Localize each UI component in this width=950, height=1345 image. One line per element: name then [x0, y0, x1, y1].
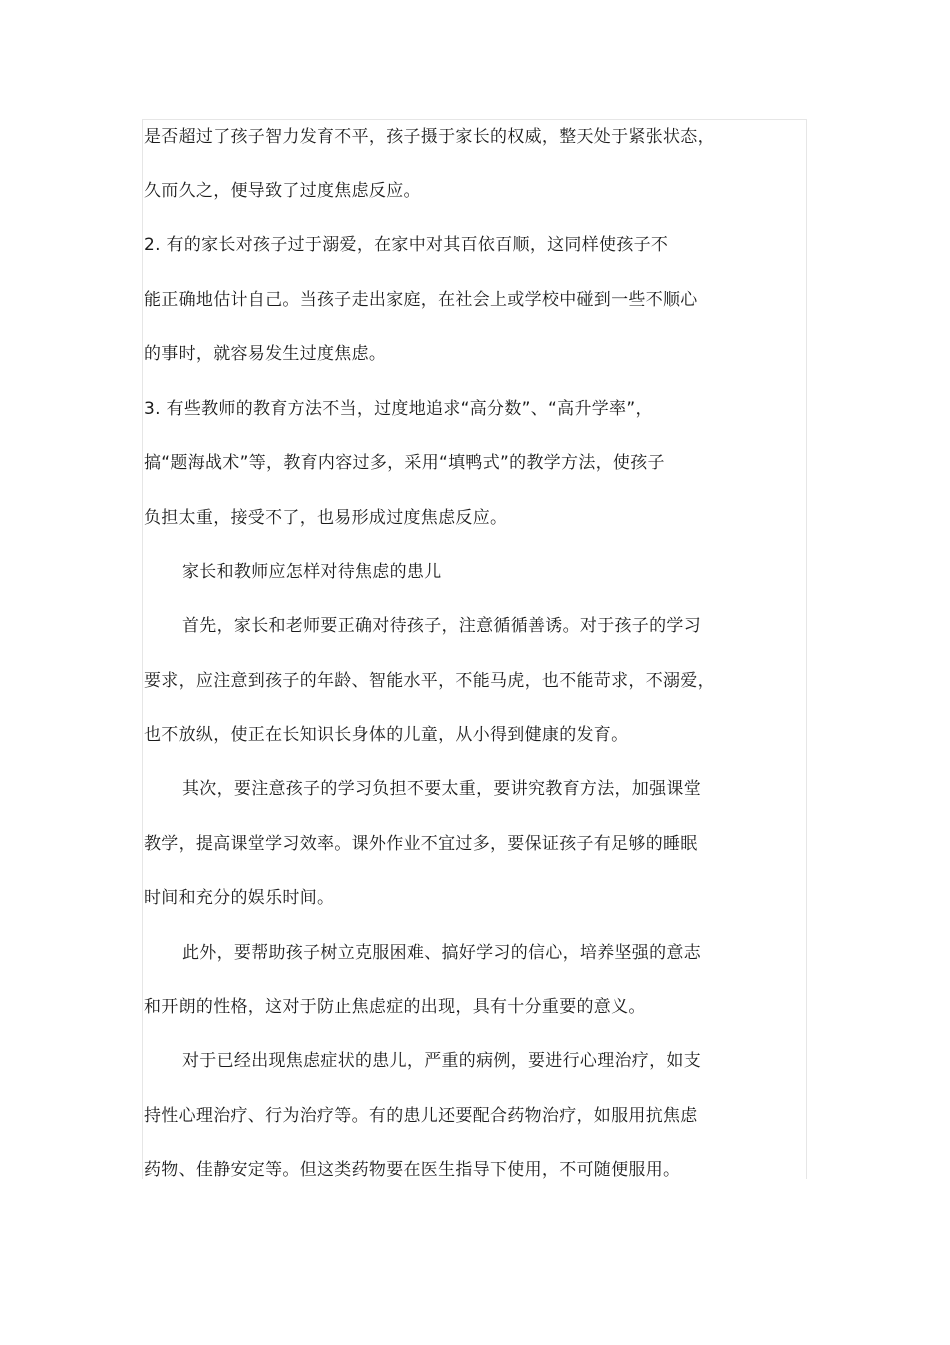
list-item-3: 3. 有些教师的教育方法不当，过度地追求“高分数”、“高升学率”， — [144, 399, 653, 419]
text-line: 的事时，就容易发生过度焦虑。 — [144, 344, 387, 364]
text-line: 负担太重，接受不了，也易形成过度焦虑反应。 — [144, 508, 508, 528]
text-line: 教学，提高课堂学习效率。课外作业不宜过多，要保证孩子有足够的睡眠 — [144, 834, 698, 854]
paragraph-start: 对于已经出现焦虑症状的患儿，严重的病例，要进行心理治疗，如支 — [182, 1051, 701, 1071]
section-heading: 家长和教师应怎样对待焦虑的患儿 — [182, 562, 442, 582]
paragraph-start: 首先，家长和老师要正确对待孩子，注意循循善诱。对于孩子的学习 — [182, 616, 701, 636]
text-line: 要求，应注意到孩子的年龄、智能水平，不能马虎，也不能苛求，不溺爱， — [144, 671, 715, 691]
text-line: 久而久之，便导致了过度焦虑反应。 — [144, 181, 421, 201]
paragraph-start: 其次，要注意孩子的学习负担不要太重，要讲究教育方法，加强课堂 — [182, 779, 701, 799]
text-line: 能正确地估计自己。当孩子走出家庭，在社会上或学校中碰到一些不顺心 — [144, 290, 698, 310]
text-line: 搞“题海战术”等，教育内容过多，采用“填鸭式”的教学方法，使孩子 — [144, 453, 665, 473]
page-frame — [142, 119, 807, 1179]
text-line: 药物、佳静安定等。但这类药物要在医生指导下使用，不可随便服用。 — [144, 1160, 681, 1180]
list-item-2: 2. 有的家长对孩子过于溺爱，在家中对其百依百顺，这同样使孩子不 — [144, 235, 669, 255]
text-line: 时间和充分的娱乐时间。 — [144, 888, 335, 908]
text-line: 是否超过了孩子智力发育不平，孩子摄于家长的权威，整天处于紧张状态， — [144, 127, 715, 147]
text-line: 持性心理治疗、行为治疗等。有的患儿还要配合药物治疗，如服用抗焦虑 — [144, 1106, 698, 1126]
paragraph-start: 此外，要帮助孩子树立克服困难、搞好学习的信心，培养坚强的意志 — [182, 943, 701, 963]
text-line: 和开朗的性格，这对于防止焦虑症的出现，具有十分重要的意义。 — [144, 997, 646, 1017]
text-line: 也不放纵，使正在长知识长身体的儿童，从小得到健康的发育。 — [144, 725, 629, 745]
